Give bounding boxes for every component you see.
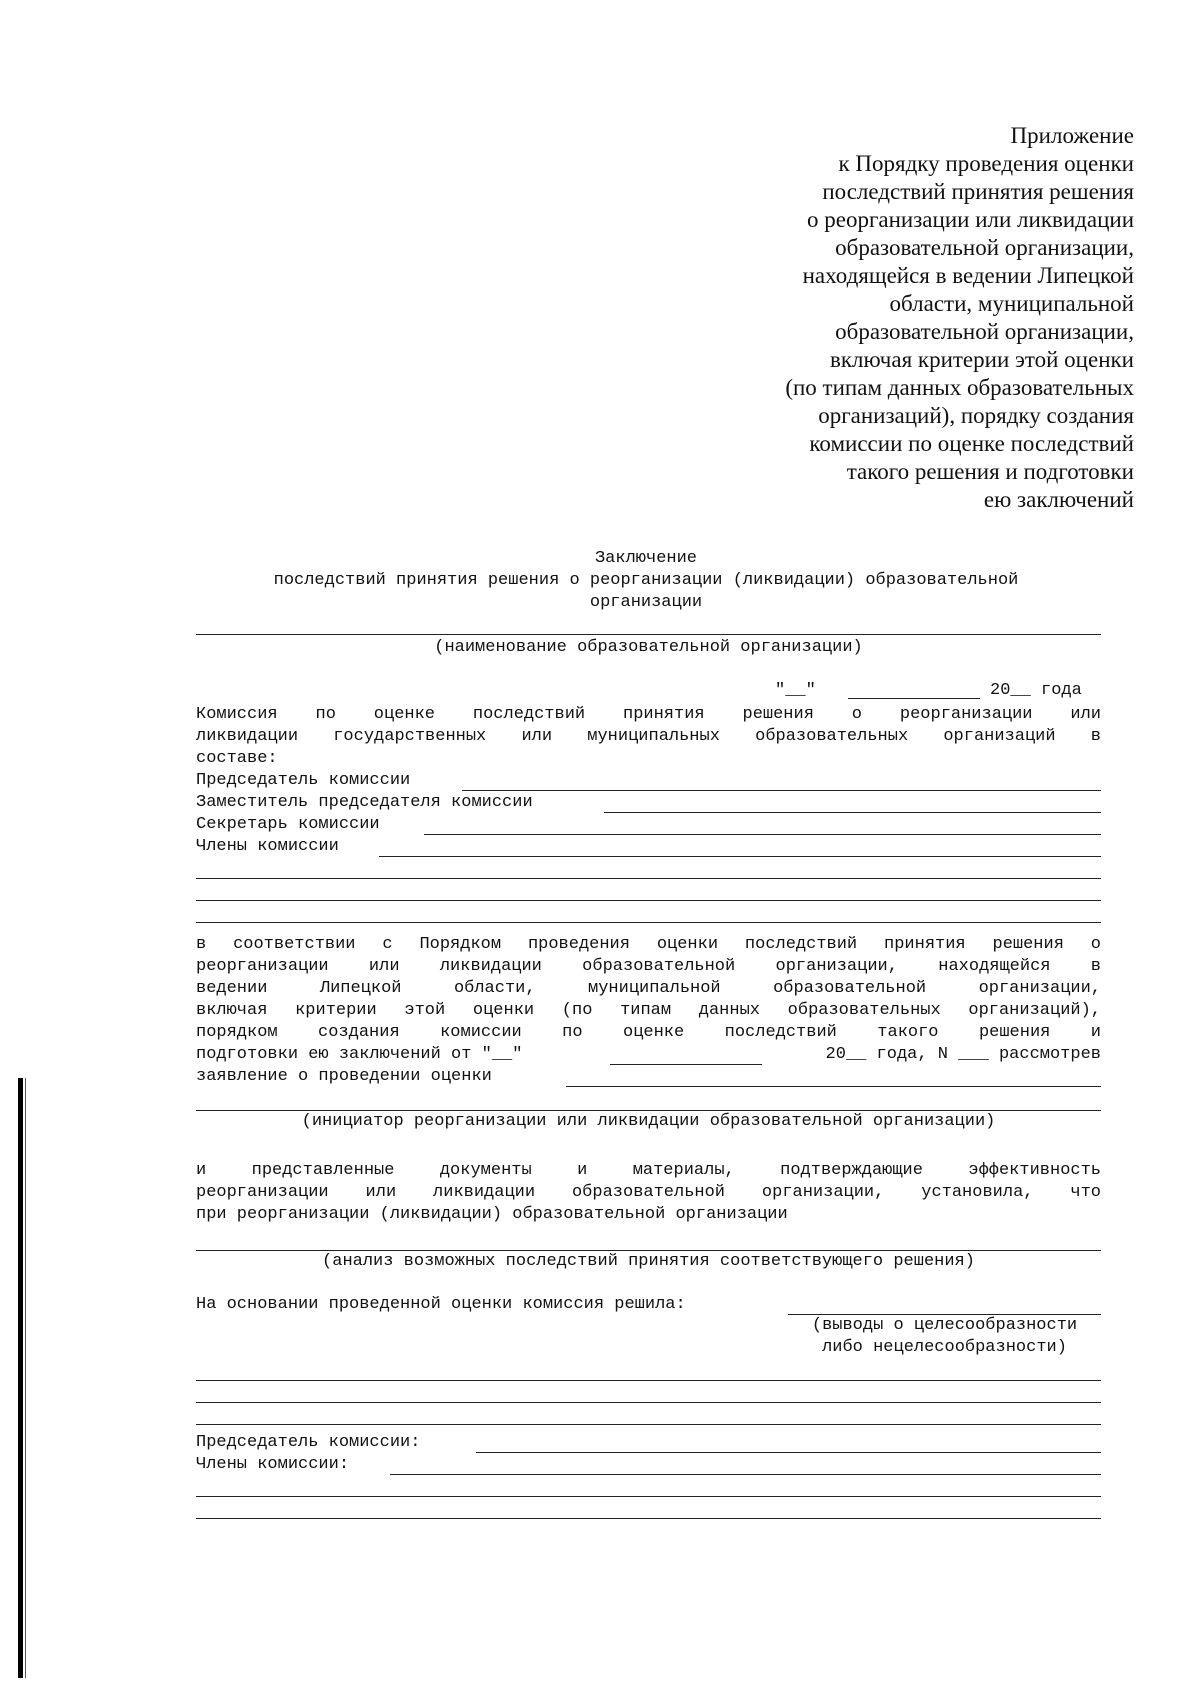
accordance-text: в соответствии с Порядком проведения оценки последствий принятия решения о [196, 935, 1101, 954]
analysis-line[interactable] [196, 1250, 1101, 1251]
annex-line: о реорганизации или ликвидации [807, 207, 1134, 232]
documents-text: реорганизации или ликвидации образовательной организации, установила, что [196, 1183, 1101, 1202]
sign-members-field[interactable] [196, 1496, 1101, 1497]
decision-label: На основании проведенной оценки комиссия решила: [196, 1295, 686, 1314]
order-date-field[interactable] [610, 1064, 762, 1065]
accordance-text: реорганизации или ликвидации образовательной организации, находящейся в [196, 957, 1101, 976]
documents-text: при реорганизации (ликвидации) образовательной организации [196, 1205, 788, 1224]
annex-line: Приложение [1010, 123, 1134, 148]
decision-field[interactable] [788, 1314, 1101, 1315]
members-field[interactable] [196, 900, 1101, 901]
date-year: 20__ года [990, 681, 1082, 700]
org-name-line[interactable] [196, 634, 1101, 635]
deputy-field[interactable] [604, 812, 1101, 813]
analysis-caption: (анализ возможных последствий принятия соответствующего решения) [322, 1252, 975, 1271]
members-field[interactable] [196, 922, 1101, 923]
documents-text: и представленные документы и материалы, подтверждающие эффективность [196, 1161, 1101, 1180]
decision-field[interactable] [196, 1380, 1101, 1381]
annex-line: последствий принятия решения [822, 179, 1134, 204]
annex-line: включая критерии этой оценки [829, 347, 1134, 372]
commission-text: составе: [196, 749, 278, 768]
document-subtitle: последствий принятия решения о реорганизации (ликвидации) образовательной [273, 571, 1019, 590]
application-field[interactable] [566, 1086, 1101, 1087]
initiator-caption: (инициатор реорганизации или ликвидации образовательной организации) [301, 1112, 996, 1131]
annex-header [614, 122, 1134, 514]
annex-line: области, муниципальной [889, 291, 1134, 316]
initiator-line[interactable] [196, 1110, 1101, 1111]
date-day: "__" [775, 681, 816, 700]
decision-field[interactable] [196, 1402, 1101, 1403]
accordance-text: порядком создания комиссии по оценке последствий такого решения и [196, 1023, 1101, 1042]
annex-line: образовательной организации, [835, 319, 1134, 344]
date-month-field[interactable] [848, 698, 980, 699]
annex-line: образовательной организации, [835, 235, 1134, 260]
accordance-text: 20__ года, N ___ рассмотрев [825, 1045, 1101, 1064]
document-subtitle: организации [589, 593, 703, 612]
document-title: Заключение [594, 549, 698, 568]
annex-line: такого решения и подготовки [846, 459, 1134, 484]
annex-line: (по типам данных образовательных [785, 375, 1134, 400]
accordance-text: ведении Липецкой области, муниципальной образовательной организации, [196, 979, 1101, 998]
sign-members-field[interactable] [390, 1474, 1101, 1475]
accordance-text: подготовки ею заключений от "__" [196, 1045, 523, 1064]
chairman-label: Председатель комиссии [196, 771, 411, 790]
scan-edge [25, 1078, 26, 1678]
chairman-field[interactable] [462, 790, 1101, 791]
sign-chairman-label: Председатель комиссии: [196, 1433, 421, 1452]
decision-field[interactable] [196, 1424, 1101, 1425]
sign-members-field[interactable] [196, 1518, 1101, 1519]
annex-line: находящейся в ведении Липецкой [802, 263, 1134, 288]
sign-members-label: Члены комиссии: [196, 1455, 350, 1474]
secretary-label: Секретарь комиссии [196, 815, 380, 834]
conclusion-caption: (выводы о целесообразности [811, 1316, 1078, 1335]
deputy-label: Заместитель председателя комиссии [196, 793, 533, 812]
annex-line: организаций), порядку создания [818, 403, 1134, 428]
annex-line: ею заключений [983, 487, 1134, 512]
conclusion-caption: либо нецелесообразности) [822, 1338, 1067, 1357]
annex-line: комиссии по оценке последствий [809, 431, 1134, 456]
application-label: заявление о проведении оценки [196, 1067, 492, 1086]
members-label: Члены комиссии [196, 837, 339, 856]
commission-text: ликвидации государственных или муниципальных образовательных организаций в [196, 727, 1101, 746]
members-field[interactable] [196, 878, 1101, 879]
annex-line: к Порядку проведения оценки [838, 151, 1134, 176]
members-field[interactable] [379, 856, 1101, 857]
org-name-caption: (наименование образовательной организации) [434, 638, 863, 657]
secretary-field[interactable] [424, 834, 1101, 835]
accordance-text: включая критерии этой оценки (по типам данных образовательных организаций), [196, 1001, 1101, 1020]
sign-chairman-field[interactable] [476, 1452, 1101, 1453]
scan-edge [18, 1078, 23, 1678]
commission-text: Комиссия по оценке последствий принятия решения о реорганизации или [196, 705, 1101, 724]
